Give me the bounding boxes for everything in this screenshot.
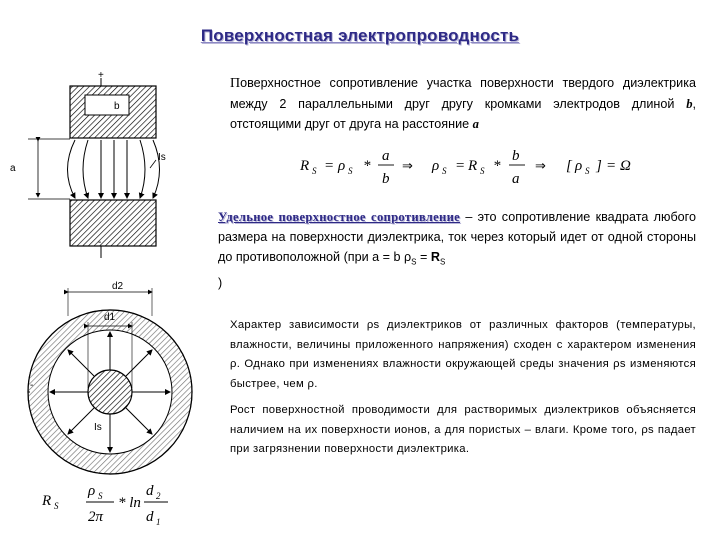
label-d2: d2 bbox=[112, 281, 124, 292]
svg-text:*: * bbox=[363, 158, 371, 174]
definition-text-a: оверхностное сопротивление участка поверхности твердого диэлектрика между 2 параллельными друг другу кромками электродов длиной bbox=[230, 76, 696, 111]
factors-paragraph: Характер зависимости ρs диэлектриков от различных факторов (температуры, влажности, величины приложенного напряжения) сходен с характером изменения ρ. Однако при изменениях влажности окружающей среды значения ρs изменяются быстрее, чем ρ. bbox=[230, 319, 696, 390]
specific-r: R bbox=[430, 250, 440, 264]
specific-resistance-paragraph bbox=[218, 207, 696, 293]
svg-text:⇒: ⇒ bbox=[402, 159, 413, 174]
specific-sub: S bbox=[411, 257, 417, 267]
definition-paragraph bbox=[230, 73, 696, 134]
svg-text:S: S bbox=[585, 166, 590, 176]
minus-label: - bbox=[98, 237, 102, 248]
definition-a: a bbox=[472, 117, 479, 131]
formula-coaxial-resistance bbox=[41, 483, 161, 527]
specific-text: – это сопротивление квадрата любого размера на поверхности диэлектрика, ток через который идет от одной стороны до противоположной (при a = b ρ bbox=[218, 210, 696, 264]
svg-text:S: S bbox=[312, 166, 317, 176]
formula-surface-resistance bbox=[299, 148, 631, 187]
svg-text:b: b bbox=[512, 148, 520, 164]
definition-text-b: , отстоящими друг от друга на расстояние bbox=[230, 97, 696, 131]
svg-text:⇒: ⇒ bbox=[535, 159, 546, 174]
svg-text:ρ: ρ bbox=[432, 158, 440, 174]
svg-text:[: [ bbox=[566, 158, 572, 174]
svg-text:b: b bbox=[382, 171, 390, 187]
svg-text:S: S bbox=[480, 166, 485, 176]
growth-paragraph: Рост поверхностной проводимости для растворимых диэлектриков объясняется наличием на их поверхности ионов, а для пористых – влаги. Кроме того, ρs падает при загрязнении поверхности диэлектрика. bbox=[230, 404, 696, 455]
bottom-electrode bbox=[70, 200, 156, 246]
svg-text:a: a bbox=[382, 148, 390, 164]
svg-text:1: 1 bbox=[156, 517, 161, 527]
drop-cap: П bbox=[230, 76, 241, 91]
specific-close: ) bbox=[218, 275, 223, 290]
svg-text:*: * bbox=[493, 158, 501, 174]
svg-text:d: d bbox=[146, 483, 154, 499]
svg-text:S: S bbox=[348, 166, 353, 176]
label-is-bottom: Is bbox=[94, 422, 102, 433]
svg-text:=: = bbox=[606, 158, 617, 174]
specific-eq: = bbox=[416, 250, 431, 264]
svg-text:Ω: Ω bbox=[620, 158, 631, 174]
svg-text:* ln: * ln bbox=[118, 495, 141, 511]
svg-text:R: R bbox=[468, 158, 478, 174]
svg-text:2π: 2π bbox=[88, 509, 104, 525]
svg-text:ρ: ρ bbox=[338, 158, 346, 174]
svg-text:R: R bbox=[42, 493, 52, 509]
surface-current-arrows bbox=[68, 140, 160, 198]
svg-text:ρ: ρ bbox=[88, 483, 96, 499]
label-d1: d1 bbox=[104, 312, 116, 323]
page-title: Поверхностная электропроводность bbox=[200, 26, 520, 45]
definition-b: b bbox=[686, 97, 693, 111]
svg-text:S: S bbox=[98, 491, 103, 501]
svg-text:S: S bbox=[442, 166, 447, 176]
svg-text:=: = bbox=[455, 158, 466, 174]
electrode-b-box bbox=[85, 95, 129, 115]
svg-text:a: a bbox=[512, 171, 520, 187]
label-a: a bbox=[10, 163, 16, 174]
specific-term: Удельное поверхностное сопротивление bbox=[218, 210, 461, 224]
label-b: b bbox=[114, 101, 120, 112]
minus-label-bottom: - bbox=[30, 380, 34, 391]
label-is-top: Is bbox=[158, 152, 166, 163]
svg-text:ρ: ρ bbox=[575, 158, 583, 174]
svg-text:d: d bbox=[146, 509, 154, 525]
svg-text:2: 2 bbox=[156, 491, 161, 501]
specific-sub2: S bbox=[439, 257, 446, 267]
plus-label: + bbox=[98, 70, 104, 81]
svg-text:S: S bbox=[54, 501, 59, 511]
svg-text:R: R bbox=[300, 158, 310, 174]
svg-text:=: = bbox=[324, 158, 335, 174]
svg-text:]: ] bbox=[596, 158, 602, 174]
